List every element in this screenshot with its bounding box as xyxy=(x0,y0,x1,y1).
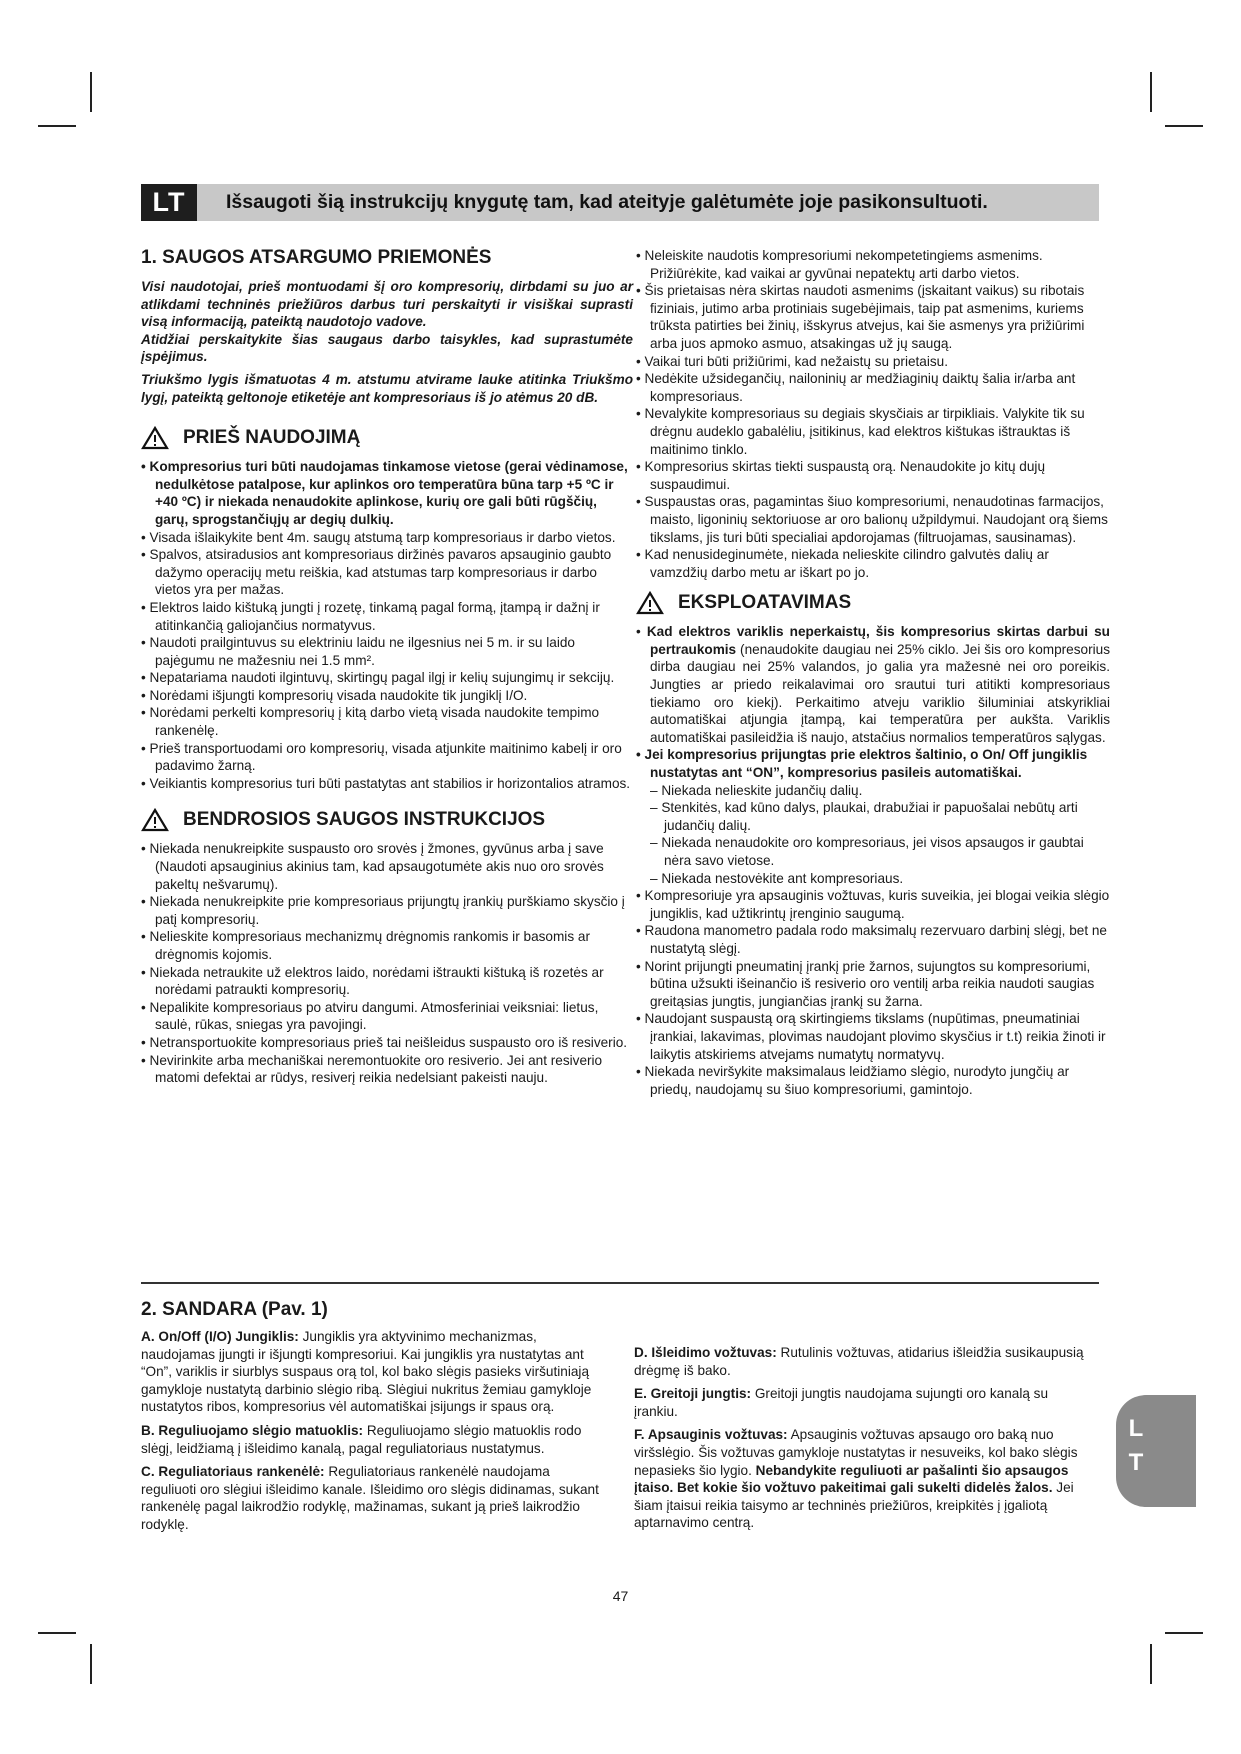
safety-list-continued xyxy=(636,247,1110,581)
list-item: • Netransportuokite kompresoriaus prieš tai neišleidus suspausto oro iš resiverio. xyxy=(141,1034,628,1050)
list-item: • Nevirinkite arba mechaniškai neremontuokite oro resiverio. Jei ant resiverio matomi defektai ar rūdys, resiverį reikia nedelsiant pakeisti nauju. xyxy=(141,1052,603,1086)
section-2-title: 2. SANDARA (Pav. 1) xyxy=(141,1299,328,1320)
list-item: • Norėdami perkelti kompresorių į kitą darbo vietą visada naudokite tempimo rankenėlę. xyxy=(141,705,600,739)
list-item-text: Vaikai turi būti prižiūrimi, kad nežaistų su prietaisu. xyxy=(644,353,949,369)
side-tab-letter: L xyxy=(1128,1415,1144,1442)
list-item: • Niekada netraukite už elektros laido, norėdami ištraukti kištuką iš rozetės ar norėdami patraukti kompresorių. xyxy=(141,964,604,998)
list-item-text: Naudoti prailgintuvus su elektriniu laidu ne ilgesnius nei 5 m. ir su laido pajėgumu ne mažesniu nei 1.5 mm². xyxy=(149,635,575,668)
list-item-text: Naudojant suspaustą orą skirtingiems tikslams (nupūtimas, pneumatiniai įrankiai, lakavimas, plovimas naudojant plovimo skysčius ir t.t) reikia žinoti ir laikytis atskiriems atvejams numatytų normatyvų. xyxy=(644,1011,1106,1062)
list-item-text: Niekada nenaudokite oro kompresoriaus, jei visos apsaugos ir gaubtai nėra savo vietose. xyxy=(661,835,1084,868)
definition-term: D. Išleidimo vožtuvas: xyxy=(634,1345,777,1360)
list-item: • Norėdami išjungti kompresorių visada naudokite tik jungiklį I/O. xyxy=(141,687,528,703)
definition-term: B. Reguliuojamo slėgio matuoklis: xyxy=(141,1422,364,1438)
list-item: • Nepatariama naudoti ilgintuvų, skirtingų pagal ilgį ir kelių sujungimų ir sekcijų. xyxy=(141,670,615,686)
list-item-text: Suspaustas oras, pagamintas šiuo kompresoriumi, nenaudotinas farmacijos, maisto, ligoninių sektoriuose ar oro balionų užpildymui. Naudojant orą šiems tikslams, jis turi būti specialiai apdorojamas (filtruojamas, sausinamas). xyxy=(644,494,1108,545)
list-item: • Norint prijungti pneumatinį įrankį prie žarnos, sujungtos su kompresoriumi, būtina užsukti išeinančio iš resiverio oro ventilį arba reikia naudoti saugias greitąsias jungtis, jungiančias įrankį su žarna. xyxy=(636,958,1095,1009)
definition-term: E. Greitoji jungtis: xyxy=(634,1386,752,1402)
list-item: • Elektros laido kištuką jungti į rozetę, tinkamą pagal formą, įtampą ir dažnį ir atitinkančią galiojančius normatyvus. xyxy=(141,599,600,633)
list-item-text: Niekada netraukite už elektros laido, norėdami ištraukti kištuką iš rozetės ar norėdami patraukti kompresorių. xyxy=(149,964,604,998)
list-item: • Suspaustas oras, pagamintas šiuo kompresoriumi, nenaudotinas farmacijos, maisto, ligoninių sektoriuose ar oro balionų užpildymui. Naudojant orą šiems tikslams, jis turi būti specialiai apdorojamas (filtruojamas, sausinamas). xyxy=(636,494,1108,545)
list-item-text: Netransportuokite kompresoriaus prieš tai neišleidus suspausto oro iš resiverio. xyxy=(149,1034,628,1050)
list-item-text: Norint prijungti pneumatinį įrankį prie žarnos, sujungtos su kompresoriumi, būtina užsukti išeinančio iš resiverio oro ventilį arba reikia naudoti saugias greitąsias jungtis, jungiančias įrankį su žarna. xyxy=(644,958,1095,1009)
section-title-text: EKSPLOATAVIMAS xyxy=(678,592,852,614)
crop-mark xyxy=(1165,125,1203,127)
list-item-text: Jei kompresorius prijungtas prie elektros šaltinio, o On/ Off jungiklis nustatytas ant “ON”, kompresorius pasileis automatiškai. xyxy=(644,747,1088,781)
list-item-text: Kad nenusideginumėte, niekada nelieskite cilindro galvutės dalių ar vamzdžių darbo metu ar iškart po jo. xyxy=(644,547,1049,580)
list-item-text: Prieš transportuodami oro kompresorių, visada atjunkite maitinimo kabelį ir oro padavimo žarną. xyxy=(149,740,622,774)
warning-triangle-icon xyxy=(636,591,664,615)
list-item: – Niekada nenaudokite oro kompresoriaus, jei visos apsaugos ir gaubtai nėra savo vietose. xyxy=(650,835,1084,868)
list-item: • Prieš transportuodami oro kompresorių, visada atjunkite maitinimo kabelį ir oro padavimo žarną. xyxy=(141,740,622,774)
list-item-text: Neleiskite naudotis kompresoriumi nekompetetingiems asmenims. Prižiūrėkite, kad vaikai ar gyvūnai nepatektų arti darbo vietos. xyxy=(644,248,1043,281)
list-item: • Spalvos, atsiradusios ant kompresoriaus diržinės pavaros apsauginio gaubto dažymo operacijų metu reiškia, kad atstumas tarp kompresoriaus ir darbo vietos yra per mažas. xyxy=(141,547,612,598)
operation-list xyxy=(636,887,1110,1098)
definition-text: Reguliuojamo slėgio matuoklis rodo slėgį, leidžiamą į išleidimo kanalą, pagal reguliatoriaus nustatymus. xyxy=(141,1422,582,1456)
list-item-text: Raudona manometro padala rodo maksimalų rezervuaro darbinį slėgį, bet ne nustatytą slėgį. xyxy=(644,923,1107,956)
language-side-tab xyxy=(1116,1395,1196,1507)
list-item-text: Niekada nelieskite judančių dalių. xyxy=(661,782,863,798)
list-item-text: Nevirinkite arba mechaniškai neremontuokite oro resiverio. Jei ant resiverio matomi defektai ar rūdys, resiverį reikia nedelsiant pakeisti nauju. xyxy=(149,1052,603,1086)
list-item: • Kompresorius turi būti naudojamas tinkamose vietose (gerai vėdinamose, nedulkėtose patalpose, kur aplinkos oro temperatūra būna tarp +5 ºC ir +40 ºC) ir niekada nenaudokite aplinkose, kurių ore gali būti rūgščių, garų, sprogstančiųjų ar degių dulkių. xyxy=(141,459,628,527)
section-title-text: PRIEŠ NAUDOJIMĄ xyxy=(183,427,361,449)
right-column xyxy=(636,247,1110,1098)
list-item-text: Visada išlaikykite bent 4m. saugų atstumą tarp kompresoriaus ir darbo vietos. xyxy=(149,529,616,545)
list-item: • Visada išlaikykite bent 4m. saugų atstumą tarp kompresoriaus ir darbo vietos. xyxy=(141,529,616,545)
list-item: • Neleiskite naudotis kompresoriumi nekompetetingiems asmenims. Prižiūrėkite, kad vaikai ar gyvūnai nepatektų arti darbo vietos. xyxy=(636,248,1043,281)
banner-title: Išsaugoti šią instrukcijų knygutę tam, kad ateityje galėtumėte joje pasikonsultuoti. xyxy=(226,191,988,213)
list-item: • Jei kompresorius prijungtas prie elektros šaltinio, o On/ Off jungiklis nustatytas ant “ON”, kompresorius pasileis automatiškai. xyxy=(636,747,1088,781)
bottom-left-column xyxy=(141,1298,605,1540)
list-item-text: Veikiantis kompresorius turi būti pastatytas ant stabilios ir horizontalios atramos. xyxy=(149,775,631,791)
list-item: • Nevalykite kompresoriaus su degiais skysčiais ar tirpikliais. Valykite tik su drėgnu audeklo gabalėliu, įsitikinus, kad elektros kištukas ištrauktas iš maitinimo tinklo. xyxy=(636,406,1085,457)
list-item-text: Norėdami išjungti kompresorių visada naudokite tik jungiklį I/O. xyxy=(149,687,528,703)
crop-mark xyxy=(90,72,92,112)
noise-paragraph: Triukšmo lygis išmatuotas 4 m. atstumu atvirame lauke atitinka Triukšmo lygį, pateiktą geltonoje etiketėje ant kompresoriaus iš jo atėmus 20 dB. xyxy=(141,371,633,405)
list-item: • Kompresoriuje yra apsauginis vožtuvas, kuris suveikia, jei blogai veikia slėgio jungiklis, kad užtikrintų įrenginio saugumą. xyxy=(636,888,1110,921)
section-divider xyxy=(141,1282,1099,1284)
definition-c xyxy=(141,1463,605,1533)
list-item: • Nedėkite užsidegančių, nailoninių ar medžiaginių daiktų šalia ir/arba ant kompresoriaus. xyxy=(636,371,1076,404)
list-item-text: Nelieskite kompresoriaus mechanizmų drėgnomis rankomis ir basomis ar drėgnomis kojomis. xyxy=(149,929,590,962)
definition-text: Jungiklis yra aktyvinimo mechanizmas, naudojamas įjungti ir išjungti kompresoriui. Kai jungiklis yra nustatytas ant “On”, variklis ir siurblys suspaus orą tol, kol bako slėgis pasieks viršutiniają gamykloje nustatytą darbinio slėgio ribą. Slėgiui nukritus žemiau gamykloje nustatytos ribos, kompresorius vėl automatiškai įsijungs ir spaus orą. xyxy=(141,1329,592,1415)
dash-list xyxy=(636,782,1110,888)
section-1-title: 1. SAUGOS ATSARGUMO PRIEMONĖS xyxy=(141,247,492,268)
crop-mark xyxy=(38,125,76,127)
before-use-list xyxy=(141,529,633,793)
list-item: • Niekada nenukreipkite suspausto oro srovės į žmones, gyvūnus arba į save (Naudoti apsauginius akinius tam, kad apsaugotumėte akis nuo oro srovės pakeltų nešvarumų). xyxy=(141,841,604,892)
list-item-text: Niekada neviršykite maksimalaus leidžiamo slėgio, nurodyto jungčių ar priedų, naudojamų su šiuo kompresoriumi, gamintojo. xyxy=(644,1064,1070,1097)
definition-b xyxy=(141,1422,605,1457)
list-item-text: Šis prietaisas nėra skirtas naudoti asmenims (įskaitant vaikus) su ribotais fiziniais, jutimo arba protiniais sugebėjimais, taip pat asmenims, kuriems trūksta patirties bei žinių, išskyrus atvejus, kai šie asmenys yra prižiūrimi arba juos apmoko asmuo, atsakingas už jų saugą. xyxy=(644,283,1085,351)
definition-text: Greitoji jungtis naudojama sujungti oro kanalą su įrankiu. xyxy=(634,1386,1049,1419)
list-item: • Nelieskite kompresoriaus mechanizmų drėgnomis rankomis ir basomis ar drėgnomis kojomis. xyxy=(141,929,590,962)
list-item-text: Stenkitės, kad kūno dalys, plaukai, drabužiai ir papuošalai nebūtų arti judančių dalių. xyxy=(661,800,1078,833)
list-item-text: Kompresorius turi būti naudojamas tinkamose vietose (gerai vėdinamose, nedulkėtose patalpose, kur aplinkos oro temperatūra būna tarp +5 ºC ir +40 ºC) ir niekada nenaudokite aplinkose, kurių ore gali būti rūgščių, garų, sprogstančiųjų ar degių dulkių. xyxy=(149,459,628,527)
list-item-text: Kompresorius skirtas tiekti suspaustą orą. Nenaudokite jo kitų dujų suspaudimui. xyxy=(644,459,1046,492)
list-item: • Kad nenusideginumėte, niekada nelieskite cilindro galvutės dalių ar vamzdžių darbo metu ar iškart po jo. xyxy=(636,547,1049,580)
list-item-text: Niekada nestovėkite ant kompresoriaus. xyxy=(661,870,904,886)
list-item-text: Nepatariama naudoti ilgintuvų, skirtingų pagal ilgį ir kelių sujungimų ir sekcijų. xyxy=(149,670,615,686)
crop-mark xyxy=(38,1632,76,1634)
bottom-right-column xyxy=(634,1344,1094,1538)
crop-mark xyxy=(1150,1644,1152,1684)
list-item-text: (nenaudokite daugiau nei 25% ciklo. Jei šis oro kompresorius dirba daugiau nei 25% valandos, jo galia yra mažesnė nei oro poreikis. Jungties ar priedo reikalavimai oro srautui turi atitikti kompresoriaus tiekiamo oro kiekį). Perkaitimo atveju variklio šiluminiai atskyrikliai automatiškai atjungia įtampą, kai temperatūra per aukšta. Variklis automatiškai pasileidžia iš naujo, atstačius normalios temperatūros sąlygas. xyxy=(650,641,1110,745)
list-item-text: Norėdami perkelti kompresorių į kitą darbo vietą visada naudokite tempimo rankenėlę. xyxy=(149,705,600,739)
list-item: • Vaikai turi būti prižiūrimi, kad nežaistų su prietaisu. xyxy=(636,353,949,369)
definition-warning: Nebandykite reguliuoti ar pašalinti šio apsaugos įtaiso. Bet kokie šio vožtuvo pakeitimai gali sukelti didelės žalos. xyxy=(634,1462,1069,1496)
list-item-text: Nevalykite kompresoriaus su degiais skysčiais ar tirpikliais. Valykite tik su drėgnu audeklo gabalėliu, įsitikinus, kad elektros kištukas ištrauktas iš maitinimo tinklo. xyxy=(644,406,1085,457)
list-item: • Niekada nenukreipkite prie kompresoriaus prijungtų įrankių purškiamo skysčio į patį kompresorių. xyxy=(141,894,625,927)
section-operation-title xyxy=(636,591,1110,615)
warning-triangle-icon xyxy=(141,808,169,832)
list-item-bold: Kad elektros variklis neperkaistų, šis kompresorius skirtas darbui su pertraukomis xyxy=(646,624,1110,657)
list-item-text: Nepalikite kompresoriaus po atviru dangumi. Atmosferiniai veiksniai: lietus, saulė, rūkas, sniegas yra pavojingi. xyxy=(149,999,599,1033)
list-item-text: Spalvos, atsiradusios ant kompresoriaus diržinės pavaros apsauginio gaubto dažymo operacijų metu reiškia, kad atstumas tarp kompresoriaus ir darbo vietos yra per mažas. xyxy=(149,547,612,598)
definition-term: F. Apsauginis vožtuvas: xyxy=(634,1427,788,1443)
side-tab-letter: T xyxy=(1128,1449,1144,1476)
list-item: • Kad elektros variklis neperkaistų, šis kompresorius skirtas darbui su pertraukomis (nenaudokite daugiau nei 25% ciklo. Jei šis oro kompresorius dirba daugiau nei 25% valandos, jo galia yra mažesnė nei oro poreikis. Jungties ar priedo reikalavimai oro srautui turi atitikti kompresoriaus tiekiamo oro kiekį). Perkaitimo atveju variklio šiluminiai atskyrikliai automatiškai atjungia įtampą, kai temperatūra per aukšta. Variklis automatiškai pasileidžia iš naujo, atstačius normalios temperatūros sąlygas. xyxy=(636,624,1110,745)
crop-mark xyxy=(1165,1632,1203,1634)
definition-text: Rutulinis vožtuvas, atidarius išleidžia susikaupusią drėgmę iš bako. xyxy=(634,1345,1084,1378)
list-item: – Niekada nelieskite judančių dalių. xyxy=(650,782,863,798)
crop-mark xyxy=(1150,72,1152,112)
list-item: • Veikiantis kompresorius turi būti pastatytas ant stabilios ir horizontalios atramos. xyxy=(141,775,631,791)
general-safety-list xyxy=(141,840,633,1086)
section-general-safety-title xyxy=(141,808,633,832)
list-item-text: Kompresoriuje yra apsauginis vožtuvas, kuris suveikia, jei blogai veikia slėgio jungiklis, kad užtikrintų įrenginio saugumą. xyxy=(644,888,1110,921)
definition-d xyxy=(634,1344,1094,1379)
section-before-use-title xyxy=(141,426,633,450)
list-item: • Naudoti prailgintuvus su elektriniu laidu ne ilgesnius nei 5 m. ir su laido pajėgumu ne mažesniu nei 1.5 mm². xyxy=(141,635,575,668)
list-item: – Stenkitės, kad kūno dalys, plaukai, drabužiai ir papuošalai nebūtų arti judančių dalių. xyxy=(650,800,1078,833)
left-column xyxy=(141,246,633,1087)
section-title-text: BENDROSIOS SAUGOS INSTRUKCIJOS xyxy=(183,809,546,831)
list-item: • Naudojant suspaustą orą skirtingiems tikslams (nupūtimas, pneumatiniai įrankiai, lakavimas, plovimas naudojant plovimo skysčius ir t.t) reikia žinoti ir laikytis atskiriems atvejams numatytų normatyvų. xyxy=(636,1011,1106,1062)
definition-e xyxy=(634,1385,1094,1420)
definition-text: Apsauginis vožtuvas apsaugo oro baką nuo viršslėgio. Šis vožtuvas gamykloje nustatytas ir nesuveiks, kol bako slėgis nepasieks šio lygio. xyxy=(634,1427,1078,1478)
language-banner xyxy=(141,184,1099,221)
warning-triangle-icon xyxy=(141,426,169,450)
list-item-text: Nedėkite užsidegančių, nailoninių ar medžiaginių daiktų šalia ir/arba ant kompresoriaus. xyxy=(644,371,1076,404)
list-item: • Niekada neviršykite maksimalaus leidžiamo slėgio, nurodyto jungčių ar priedų, naudojamų su šiuo kompresoriumi, gamintojo. xyxy=(636,1064,1070,1097)
definition-term: C. Reguliatoriaus rankenėlė: xyxy=(141,1464,325,1480)
definition-text: Reguliatoriaus rankenėlė naudojama reguliuoti oro slėgiui išleidimo kanale. Išleidimo oro slėgis didinamas, sukant rankenėlę pagal laikrodžio rodyklę, mažinamas, sukant ją prieš laikrodžio rodyklę. xyxy=(141,1464,599,1532)
list-item: – Niekada nestovėkite ant kompresoriaus. xyxy=(650,870,904,886)
list-item: • Šis prietaisas nėra skirtas naudoti asmenims (įskaitant vaikus) su ribotais fiziniais, jutimo arba protiniais sugebėjimais, taip pat asmenims, kuriems trūksta patirties bei žinių, išskyrus atvejus, kai šie asmenys yra prižiūrimi arba juos apmoko asmuo, atsakingas už jų saugą. xyxy=(636,283,1085,351)
list-item: • Kompresorius skirtas tiekti suspaustą orą. Nenaudokite jo kitų dujų suspaudimui. xyxy=(636,459,1046,492)
list-item-text: Elektros laido kištuką jungti į rozetę, tinkamą pagal formą, įtampą ir dažnį ir atitinkančią galiojančius normatyvus. xyxy=(149,599,600,633)
language-code: LT xyxy=(141,184,197,221)
intro-paragraph: Atidžiai perskaitykite šias saugaus darbo taisykles, kad suprastumėte įspėjimus. xyxy=(141,331,633,365)
definition-f xyxy=(634,1426,1094,1532)
definition-a xyxy=(141,1328,605,1416)
list-item-text: Niekada nenukreipkite prie kompresoriaus prijungtų įrankių purškiamo skysčio į patį kompresorių. xyxy=(149,894,625,927)
definition-text: Jei šiam įtaisui reikia taisymo ar techninės priežiūros, kreipkitės į įgaliotą aptarnavimo centrą. xyxy=(634,1480,1074,1531)
list-item: • Raudona manometro padala rodo maksimalų rezervuaro darbinį slėgį, bet ne nustatytą slėgį. xyxy=(636,923,1107,956)
definition-term: A. On/Off (I/O) Jungiklis: xyxy=(141,1329,299,1344)
intro-paragraph: Visi naudotojai, prieš montuodami šį oro kompresorių, dirbdami su juo ar atlikdami techninės priežiūros darbus turi perskaityti ir visiškai suprasti visą informaciją, pateiktą naudotojo vadove. xyxy=(141,279,633,330)
crop-mark xyxy=(90,1644,92,1684)
list-item-text: Niekada nenukreipkite suspausto oro srovės į žmones, gyvūnus arba į save (Naudoti apsauginius akinius tam, kad apsaugotumėte akis nuo oro srovės pakeltų nešvarumų). xyxy=(149,841,604,892)
list-item: • Nepalikite kompresoriaus po atviru dangumi. Atmosferiniai veiksniai: lietus, saulė, rūkas, sniegas yra pavojingi. xyxy=(141,999,599,1033)
page-number: 47 xyxy=(612,1588,629,1604)
